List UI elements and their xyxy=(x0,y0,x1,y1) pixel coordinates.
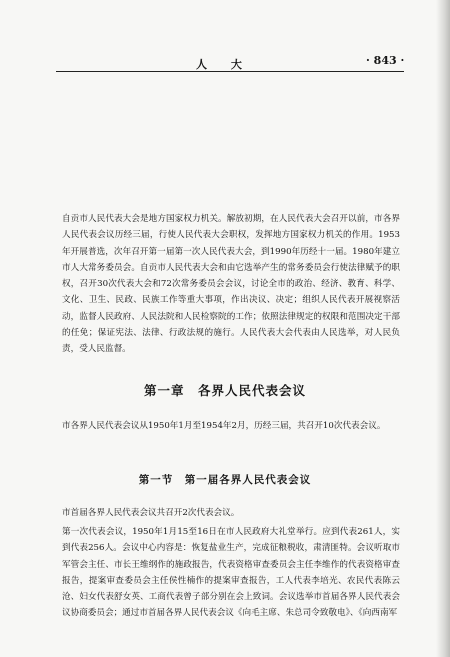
header-rule xyxy=(56,71,404,72)
section-paragraph-2: 第一次代表会议，1950年1月15至16日在市人民政府大礼堂举行。应到代表261人，实到代表256人。会议中心内容是：恢复盐业生产，完成征粮税收，肃清匪特。会议听取市军管会主任、市长王维纲作的施政报告，代表资格审查委员会主任李维作的代表资格审查报告，提案审查委员会主任侯性楠作的提案审查报告，工人代表李培光、农民代表陈云沧、妇女代表舒女英、工商代表曾子部分别在会上致词。会议选举市首届各界人民代表会议协商委员会；通过市首届各界人民代表会议《向毛主席、朱总司令致敬电》、《向西南军 xyxy=(62,527,400,619)
page-number: · 843 · xyxy=(366,54,405,67)
section-paragraph-1: 市首届各界人民代表会议共召开2次代表会议。 xyxy=(62,508,240,518)
section-title: 第一节 第一届各界人民代表会议 xyxy=(138,474,312,486)
running-header-title: 人 大 xyxy=(196,58,252,71)
scan-page-edge xyxy=(436,0,450,657)
chapter-paragraph: 市各界人民代表会议从1950年1月至1954年2月，历经三届，共召开10次代表会议。 xyxy=(62,421,386,431)
chapter-title: 第一章 各界人民代表会议 xyxy=(143,383,306,398)
intro-paragraph: 自贡市人民代表大会是地方国家权力机关。解放初期，在人民代表大会召开以前，市各界人民代表会议历经三届，行使人民代表大会职权，发挥地方国家权力机关的作用。1953年开展普选，次年召开第一届第一次人民代表大会，到1990年历经十一届。1980年建立市人大常务委员会。自贡市人民代表大会和由它选举产生的常务委员会行使法律赋予的职权，召开30次代表大会和72次常务委员会会议，讨论全市的政治、经济、教育、科学、文化、卫生、民政、民族工作等重大事项，作出决议、决定；组织人民代表开展视察活动，监督人民政府、人民法院和人民检察院的工作；依照法律规定的权限和范围决定干部的任免；保证宪法、法律、行政法规的施行。人民代表大会代表由人民选举，对人民负责，受人民监督。 xyxy=(62,214,400,355)
